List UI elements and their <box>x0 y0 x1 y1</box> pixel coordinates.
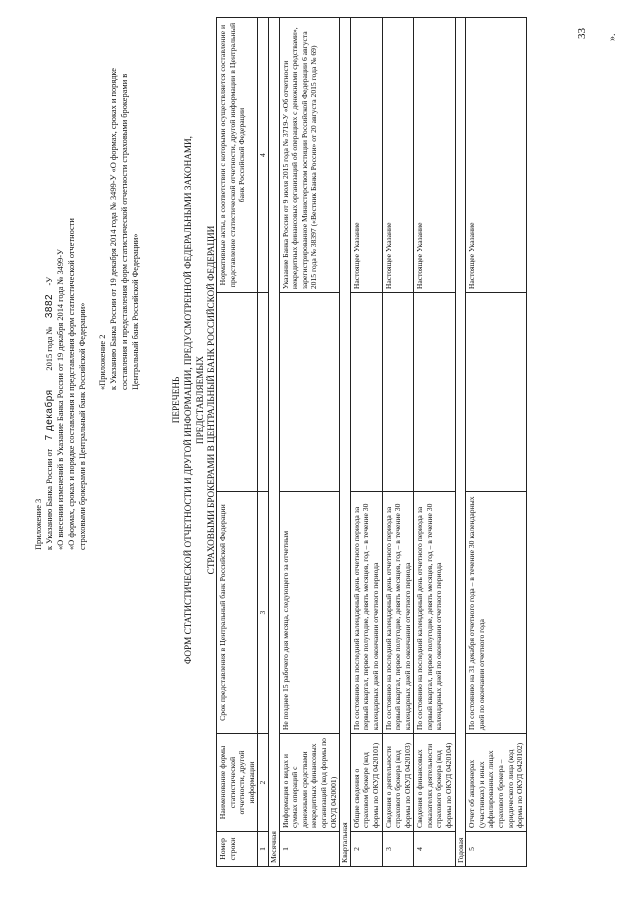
form-name: Информация о видах и суммах операций с денежными средствами некредитных финансовых организаций (код формы по ОКУД 0420001) <box>279 734 340 832</box>
appendix-3-line-4: «О формах, сроках и порядке составления и представления форм статистической отчетности <box>67 218 76 550</box>
normative-acts: Указание Банка России от 9 июля 2015 года № 3719-У «Об отчетности некредитных финансовых организаций об операциях с денежными средствами», зарегистрированное Министерством юстиции Российской Федерации 6 августа 2015 года № 38397 («Вестник Банка России» от 20 августа 2015 года № 69) <box>279 18 340 293</box>
deadline: По состоянию на последний календарный день отчетного периода за первый квартал, первое полугодие, девять месяцев, год – в течение 30 календарных дней по окончании отчетного периода <box>414 491 455 733</box>
row-number: 5 <box>466 831 527 866</box>
column-number-row <box>258 18 269 867</box>
section-row <box>340 18 351 867</box>
list-subtitle-line-2: СТРАХОВЫМИ БРОКЕРАМИ В ЦЕНТРАЛЬНЫЙ БАНК РОССИЙСКОЙ ФЕДЕРАЦИИ <box>206 225 216 575</box>
column-number: 4 <box>258 18 269 293</box>
row-number: 2 <box>350 831 382 866</box>
table-row <box>466 18 527 867</box>
table-row <box>414 18 455 867</box>
empty-cell <box>279 293 340 492</box>
deadline: Не позднее 15 рабочего дня месяца, следующего за отчетным <box>279 491 340 733</box>
section-label: Месячная <box>268 18 279 867</box>
section-row <box>455 18 466 867</box>
section-label: Квартальная <box>340 18 351 867</box>
handwritten-date: 7 декабря <box>44 389 55 441</box>
column-number <box>258 293 269 492</box>
header-form-name: Наименование формы статистической отчетности, другой информации <box>217 734 258 832</box>
header-blank <box>217 293 258 492</box>
normative-acts: Настоящее Указание <box>382 18 414 293</box>
list-subtitle <box>183 130 218 670</box>
row-number: 1 <box>279 831 340 866</box>
normative-acts: Настоящее Указание <box>350 18 382 293</box>
normative-acts: Настоящее Указание <box>414 18 455 293</box>
table-header-row <box>217 18 258 867</box>
appendix-2-header <box>97 68 141 390</box>
form-name: Общие сведения о страховом брокере (код формы по ОКУД 0420101) <box>350 734 382 832</box>
appendix-3-header <box>33 218 88 550</box>
appendix-3-line-3: «О внесении изменений в Указание Банка России от 19 декабря 2014 года № 3499-У <box>56 249 65 550</box>
page-number: 33 <box>576 28 588 39</box>
list-title: ПЕРЕЧЕНЬ <box>171 376 181 424</box>
normative-acts: Настоящее Указание <box>466 18 527 293</box>
appendix-2-line-3: составления и представления форм статистической отчетности страховыми брокерами в <box>120 73 129 390</box>
section-row <box>268 18 279 867</box>
appendix-2-line-2: к Указанию Банка России от 19 декабря 2014 года № 3499-У «О формах, сроках и порядке <box>109 67 118 390</box>
row-number: 4 <box>414 831 455 866</box>
column-number: 3 <box>258 491 269 733</box>
row-number: 3 <box>382 831 414 866</box>
appendix-3-title: Приложение 3 <box>34 498 43 550</box>
header-normative-acts: Нормативные акты, в соответствии с которыми осуществляется составление и представление статистической отчетности, другой информации в Центральный банк Российской Федерации <box>217 18 258 293</box>
closing-quote: ». <box>607 33 618 41</box>
deadline: По состоянию на последний календарный день отчетного периода за первый квартал, первое полугодие, девять месяцев, год – в течение 30 календарных дней по окончании отчетного периода <box>350 491 382 733</box>
appendix-3-line-5: страховыми брокерами в Центральный банк Российской Федерации» <box>78 302 87 550</box>
empty-cell <box>382 293 414 492</box>
form-name: Отчет об акционерах (участниках) и иных аффилированных лицах страхового брокера – юридического лица (код формы по ОКУД 0420102) <box>466 734 527 832</box>
table-row <box>350 18 382 867</box>
form-name: Сведения о деятельности страхового брокера (код формы по ОКУД 0420103) <box>382 734 414 832</box>
form-name: Сведения о финансовых показателях деятельности страхового брокера (код формы по ОКУД 0420104) <box>414 734 455 832</box>
empty-cell <box>466 293 527 492</box>
header-row-number: Номер строки <box>217 831 258 866</box>
list-subtitle-line-1: ФОРМ СТАТИСТИЧЕСКОЙ ОТЧЕТНОСТИ И ДРУГОЙ ИНФОРМАЦИИ, ПРЕДУСМОТРЕННОЙ ФЕДЕРАЛЬНЫМИ ЗАКОНАМИ, ПРЕДСТАВЛЯЕМЫХ <box>183 136 205 664</box>
column-number: 2 <box>258 734 269 832</box>
section-label: Годовая <box>455 18 466 867</box>
empty-cell <box>414 293 455 492</box>
handwritten-number: 3882 <box>44 293 55 319</box>
table-row <box>279 18 340 867</box>
table-body <box>258 18 526 867</box>
deadline: По состоянию на 31 декабря отчетного года – в течение 30 календарных дней по окончании отчетного года <box>466 491 527 733</box>
appendix-3-decree-line: к Указанию Банка России от 7 декабря 2015 года № 3882 -У <box>44 276 55 550</box>
empty-cell <box>350 293 382 492</box>
appendix-2-title: «Приложение 2 <box>98 334 107 390</box>
header-deadline: Срок представления в Центральный банк Российской Федерации <box>217 491 258 733</box>
appendix-2-line-4: Центральный банк Российской Федерации» <box>131 233 140 390</box>
table-row <box>382 18 414 867</box>
deadline: По состоянию на последний календарный день отчетного периода за первый квартал, первое полугодие, девять месяцев, год – в течение 30 календарных дней по окончании отчетного периода <box>382 491 414 733</box>
forms-table <box>216 17 527 867</box>
column-number: 1 <box>258 831 269 866</box>
